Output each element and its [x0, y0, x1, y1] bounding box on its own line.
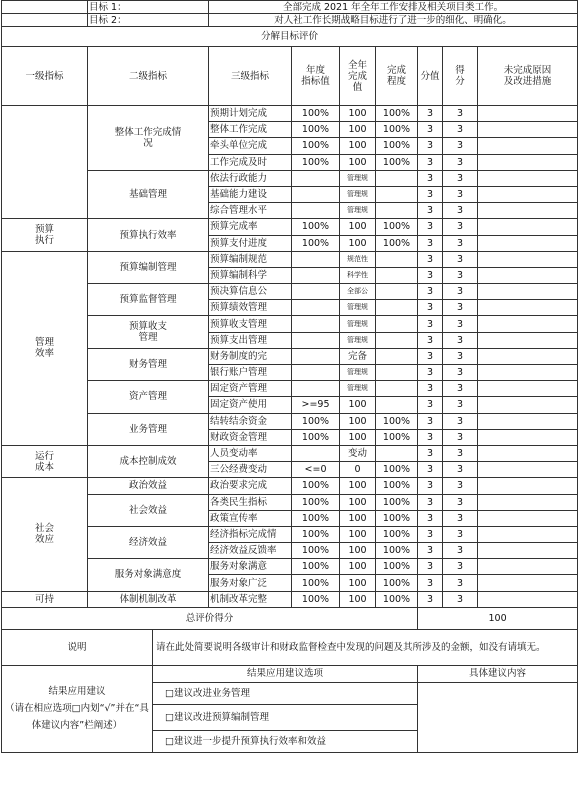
row-30-reason: [478, 591, 578, 607]
header-level2: 二级指标: [88, 47, 209, 106]
performance-evaluation-table: [1, 0, 578, 753]
row-15-degree: [376, 348, 418, 364]
row-9-degree: [376, 251, 418, 267]
row-29-score: 3: [418, 575, 443, 591]
row-5-l3: 基础能力建设: [209, 186, 292, 202]
row-12-got: 3: [443, 300, 478, 316]
level2-institution: 体制机制改革: [88, 591, 209, 607]
row-2-l3: 牵头单位完成: [209, 138, 292, 154]
detail-header: 具体建议内容: [418, 665, 578, 682]
level2-finance: 财务管理: [88, 348, 209, 380]
row-24-target: 100%: [292, 494, 340, 510]
row-8-score: 3: [418, 235, 443, 251]
row-7-target: 100%: [292, 219, 340, 235]
row-11-got: 3: [443, 284, 478, 300]
row-24-score: 3: [418, 494, 443, 510]
level1-budget-exec: 预算 执行: [2, 219, 88, 251]
row-26-got: 3: [443, 526, 478, 542]
row-13-degree: [376, 316, 418, 332]
row-27-score: 3: [418, 543, 443, 559]
row-1-reason: [478, 122, 578, 138]
row-8-actual: 100: [340, 235, 376, 251]
header-target: 年度 指标值: [292, 47, 340, 106]
row-22-got: 3: [443, 462, 478, 478]
row-9-score: 3: [418, 251, 443, 267]
goal-2-text: 对人社工作长期战略目标进行了进一步的细化、明确化。: [209, 14, 578, 27]
row-20-actual: 100: [340, 429, 376, 445]
row-17-target: [292, 381, 340, 397]
row-27-reason: [478, 543, 578, 559]
row-6-actual: 管理规: [340, 203, 376, 219]
row-21-reason: [478, 445, 578, 461]
row-12-reason: [478, 300, 578, 316]
result-label: 结果应用建议 （请在相应选项□内划“√”并在“具体建议内容”栏阐述）: [2, 665, 153, 752]
row-12-score: 3: [418, 300, 443, 316]
row-29-target: 100%: [292, 575, 340, 591]
row-7-degree: 100%: [376, 219, 418, 235]
row-15-actual: 完备: [340, 348, 376, 364]
level2-economic: 经济效益: [88, 526, 209, 558]
row-1-score: 3: [418, 122, 443, 138]
row-5-degree: [376, 186, 418, 202]
row-20-degree: 100%: [376, 429, 418, 445]
row-5-reason: [478, 186, 578, 202]
row-2-target: 100%: [292, 138, 340, 154]
row-17-score: 3: [418, 381, 443, 397]
row-12-degree: [376, 300, 418, 316]
row-23-target: 100%: [292, 478, 340, 494]
row-25-degree: 100%: [376, 510, 418, 526]
row-2-got: 3: [443, 138, 478, 154]
row-13-score: 3: [418, 316, 443, 332]
row-25-l3: 政策宣传率: [209, 510, 292, 526]
row-22-actual: 0: [340, 462, 376, 478]
row-7-got: 3: [443, 219, 478, 235]
level2-cost-ctrl: 成本控制成效: [88, 445, 209, 477]
row-24-degree: 100%: [376, 494, 418, 510]
level2-political: 政治效益: [88, 478, 209, 494]
row-7-reason: [478, 219, 578, 235]
row-26-target: 100%: [292, 526, 340, 542]
explain-label: 说明: [2, 629, 153, 665]
row-21-target: [292, 445, 340, 461]
row-17-degree: [376, 381, 418, 397]
row-25-actual: 100: [340, 510, 376, 526]
option-budget-exec[interactable]: □建议进一步提升预算执行效率和效益: [153, 730, 418, 752]
row-3-got: 3: [443, 154, 478, 170]
row-21-score: 3: [418, 445, 443, 461]
row-4-target: [292, 170, 340, 186]
row-13-reason: [478, 316, 578, 332]
row-8-got: 3: [443, 235, 478, 251]
row-1-actual: 100: [340, 122, 376, 138]
row-10-actual: 科学性: [340, 267, 376, 283]
row-11-l3: 预决算信息公: [209, 284, 292, 300]
row-7-l3: 预算完成率: [209, 219, 292, 235]
row-29-degree: 100%: [376, 575, 418, 591]
row-22-reason: [478, 462, 578, 478]
row-18-got: 3: [443, 397, 478, 413]
row-30-target: 100%: [292, 591, 340, 607]
row-0-actual: 100: [340, 106, 376, 122]
row-5-score: 3: [418, 186, 443, 202]
row-0-target: 100%: [292, 106, 340, 122]
total-label: 总评价得分: [2, 607, 418, 629]
row-14-got: 3: [443, 332, 478, 348]
row-20-reason: [478, 429, 578, 445]
row-12-actual: 管理规: [340, 300, 376, 316]
row-11-degree: [376, 284, 418, 300]
row-21-l3: 人员变动率: [209, 445, 292, 461]
row-6-got: 3: [443, 203, 478, 219]
total-value: 100: [418, 607, 578, 629]
row-4-score: 3: [418, 170, 443, 186]
row-26-score: 3: [418, 526, 443, 542]
row-28-got: 3: [443, 559, 478, 575]
row-16-got: 3: [443, 365, 478, 381]
row-11-target: [292, 284, 340, 300]
row-9-actual: 规范性: [340, 251, 376, 267]
row-13-l3: 预算收支管理: [209, 316, 292, 332]
row-18-reason: [478, 397, 578, 413]
row-14-reason: [478, 332, 578, 348]
row-19-degree: 100%: [376, 413, 418, 429]
row-12-target: [292, 300, 340, 316]
row-8-reason: [478, 235, 578, 251]
row-23-l3: 政治要求完成: [209, 478, 292, 494]
header-actual: 全年 完成 值: [340, 47, 376, 106]
row-9-reason: [478, 251, 578, 267]
row-14-actual: 管理规: [340, 332, 376, 348]
row-11-reason: [478, 284, 578, 300]
level2-budget-rev: 预算收支 管理: [88, 316, 209, 348]
row-13-got: 3: [443, 316, 478, 332]
row-30-actual: 100: [340, 591, 376, 607]
row-17-l3: 固定资产管理: [209, 381, 292, 397]
row-10-degree: [376, 267, 418, 283]
row-19-target: 100%: [292, 413, 340, 429]
row-3-target: 100%: [292, 154, 340, 170]
row-22-l3: 三公经费变动: [209, 462, 292, 478]
row-10-score: 3: [418, 267, 443, 283]
row-27-got: 3: [443, 543, 478, 559]
header-got: 得 分: [443, 47, 478, 106]
row-15-reason: [478, 348, 578, 364]
row-21-actual: 变动: [340, 445, 376, 461]
row-1-degree: 100%: [376, 122, 418, 138]
goal-1-text: 全部完成 2021 年全年工作安排及相关项目类工作。: [209, 1, 578, 14]
row-10-got: 3: [443, 267, 478, 283]
row-2-score: 3: [418, 138, 443, 154]
row-16-degree: [376, 365, 418, 381]
row-4-got: 3: [443, 170, 478, 186]
row-12-l3: 预算绩效管理: [209, 300, 292, 316]
option-business-mgmt[interactable]: □建议改进业务管理: [153, 682, 418, 704]
row-6-target: [292, 203, 340, 219]
blank-cell: [2, 1, 88, 14]
section-title: 分解目标评价: [2, 27, 578, 47]
row-28-l3: 服务对象满意: [209, 559, 292, 575]
row-28-degree: 100%: [376, 559, 418, 575]
row-16-score: 3: [418, 365, 443, 381]
row-5-actual: 管理规: [340, 186, 376, 202]
level1-blank: [2, 106, 88, 219]
row-29-got: 3: [443, 575, 478, 591]
header-reason: 未完成原因 及改进措施: [478, 47, 578, 106]
row-23-actual: 100: [340, 478, 376, 494]
row-25-got: 3: [443, 510, 478, 526]
level2-overall: 整体工作完成情 况: [88, 106, 209, 171]
header-level3: 三级指标: [209, 47, 292, 106]
level2-budget-sup: 预算监督管理: [88, 284, 209, 316]
row-8-l3: 预算支付进度: [209, 235, 292, 251]
row-3-l3: 工作完成及时: [209, 154, 292, 170]
row-8-degree: 100%: [376, 235, 418, 251]
detail-content[interactable]: [418, 682, 578, 752]
row-28-reason: [478, 559, 578, 575]
row-21-degree: [376, 445, 418, 461]
row-18-score: 3: [418, 397, 443, 413]
explain-text: 请在此处简要说明各级审计和财政监督检查中发现的问题及其所涉及的金额，如没有请填无。: [153, 629, 578, 665]
row-22-score: 3: [418, 462, 443, 478]
row-18-l3: 固定资产使用: [209, 397, 292, 413]
row-15-got: 3: [443, 348, 478, 364]
row-6-degree: [376, 203, 418, 219]
row-7-actual: 100: [340, 219, 376, 235]
row-30-score: 3: [418, 591, 443, 607]
row-5-target: [292, 186, 340, 202]
row-1-l3: 整体工作完成: [209, 122, 292, 138]
row-18-target: >=95: [292, 397, 340, 413]
row-26-degree: 100%: [376, 526, 418, 542]
level2-satisfaction: 服务对象满意度: [88, 559, 209, 591]
level2-budget-prep: 预算编制管理: [88, 251, 209, 283]
row-17-reason: [478, 381, 578, 397]
row-16-actual: 管理规: [340, 365, 376, 381]
row-4-actual: 管理规: [340, 170, 376, 186]
row-16-reason: [478, 365, 578, 381]
row-20-got: 3: [443, 429, 478, 445]
row-29-l3: 服务对象广泛: [209, 575, 292, 591]
row-6-score: 3: [418, 203, 443, 219]
row-22-target: <=0: [292, 462, 340, 478]
options-header: 结果应用建议选项: [153, 665, 418, 682]
row-13-target: [292, 316, 340, 332]
row-26-actual: 100: [340, 526, 376, 542]
row-18-actual: 100: [340, 397, 376, 413]
row-18-degree: [376, 397, 418, 413]
row-13-actual: 管理规: [340, 316, 376, 332]
row-15-target: [292, 348, 340, 364]
row-28-actual: 100: [340, 559, 376, 575]
row-4-reason: [478, 170, 578, 186]
row-10-target: [292, 267, 340, 283]
row-15-score: 3: [418, 348, 443, 364]
row-25-score: 3: [418, 510, 443, 526]
row-14-target: [292, 332, 340, 348]
row-19-score: 3: [418, 413, 443, 429]
row-20-score: 3: [418, 429, 443, 445]
row-8-target: 100%: [292, 235, 340, 251]
row-27-target: 100%: [292, 543, 340, 559]
row-1-target: 100%: [292, 122, 340, 138]
row-30-got: 3: [443, 591, 478, 607]
row-11-score: 3: [418, 284, 443, 300]
row-2-actual: 100: [340, 138, 376, 154]
row-30-l3: 机制改革完整: [209, 591, 292, 607]
row-25-reason: [478, 510, 578, 526]
row-4-degree: [376, 170, 418, 186]
row-19-got: 3: [443, 413, 478, 429]
row-14-degree: [376, 332, 418, 348]
row-0-reason: [478, 106, 578, 122]
row-11-actual: 全部公: [340, 284, 376, 300]
row-9-got: 3: [443, 251, 478, 267]
row-9-l3: 预算编制规范: [209, 251, 292, 267]
level1-mgmt-eff: 管理 效率: [2, 251, 88, 445]
blank-cell: [2, 14, 88, 27]
row-28-score: 3: [418, 559, 443, 575]
row-4-l3: 依法行政能力: [209, 170, 292, 186]
level2-asset: 资产管理: [88, 381, 209, 413]
row-20-target: 100%: [292, 429, 340, 445]
level2-budget-exec-eff: 预算执行效率: [88, 219, 209, 251]
goal-2-label: 目标 2：: [88, 14, 209, 27]
header-degree: 完成 程度: [376, 47, 418, 106]
row-19-l3: 结转结余资金: [209, 413, 292, 429]
row-27-actual: 100: [340, 543, 376, 559]
row-7-score: 3: [418, 219, 443, 235]
header-level1: 一级指标: [2, 47, 88, 106]
row-27-degree: 100%: [376, 543, 418, 559]
row-26-l3: 经济指标完成情: [209, 526, 292, 542]
row-26-reason: [478, 526, 578, 542]
level2-business: 业务管理: [88, 413, 209, 445]
row-20-l3: 财政资金管理: [209, 429, 292, 445]
row-16-l3: 银行账户管理: [209, 365, 292, 381]
level2-social-ben: 社会效益: [88, 494, 209, 526]
row-24-l3: 各类民生指标: [209, 494, 292, 510]
row-23-got: 3: [443, 478, 478, 494]
row-19-reason: [478, 413, 578, 429]
row-30-degree: 100%: [376, 591, 418, 607]
header-score: 分值: [418, 47, 443, 106]
level1-social: 社会 效应: [2, 478, 88, 591]
row-23-degree: 100%: [376, 478, 418, 494]
row-29-reason: [478, 575, 578, 591]
row-23-score: 3: [418, 478, 443, 494]
row-0-got: 3: [443, 106, 478, 122]
row-24-got: 3: [443, 494, 478, 510]
row-3-score: 3: [418, 154, 443, 170]
row-24-reason: [478, 494, 578, 510]
row-19-actual: 100: [340, 413, 376, 429]
level2-basic: 基础管理: [88, 170, 209, 219]
row-0-l3: 预期计划完成: [209, 106, 292, 122]
row-29-actual: 100: [340, 575, 376, 591]
row-23-reason: [478, 478, 578, 494]
row-3-degree: 100%: [376, 154, 418, 170]
row-9-target: [292, 251, 340, 267]
row-22-degree: 100%: [376, 462, 418, 478]
row-17-actual: 管理规: [340, 381, 376, 397]
row-21-got: 3: [443, 445, 478, 461]
row-2-degree: 100%: [376, 138, 418, 154]
row-25-target: 100%: [292, 510, 340, 526]
goal-1-label: 目标 1：: [88, 1, 209, 14]
row-17-got: 3: [443, 381, 478, 397]
row-27-l3: 经济效益反馈率: [209, 543, 292, 559]
row-14-l3: 预算支出管理: [209, 332, 292, 348]
row-14-score: 3: [418, 332, 443, 348]
row-1-got: 3: [443, 122, 478, 138]
row-16-target: [292, 365, 340, 381]
row-15-l3: 财务制度的完: [209, 348, 292, 364]
row-6-reason: [478, 203, 578, 219]
row-0-degree: 100%: [376, 106, 418, 122]
row-6-l3: 综合管理水平: [209, 203, 292, 219]
row-0-score: 3: [418, 106, 443, 122]
row-3-actual: 100: [340, 154, 376, 170]
level1-op-cost: 运行 成本: [2, 445, 88, 477]
row-5-got: 3: [443, 186, 478, 202]
row-2-reason: [478, 138, 578, 154]
row-28-target: 100%: [292, 559, 340, 575]
row-10-reason: [478, 267, 578, 283]
row-3-reason: [478, 154, 578, 170]
row-10-l3: 预算编制科学: [209, 267, 292, 283]
level1-sustain: 可持: [2, 591, 88, 607]
row-24-actual: 100: [340, 494, 376, 510]
option-budget-prep[interactable]: □建议改进预算编制管理: [153, 704, 418, 730]
